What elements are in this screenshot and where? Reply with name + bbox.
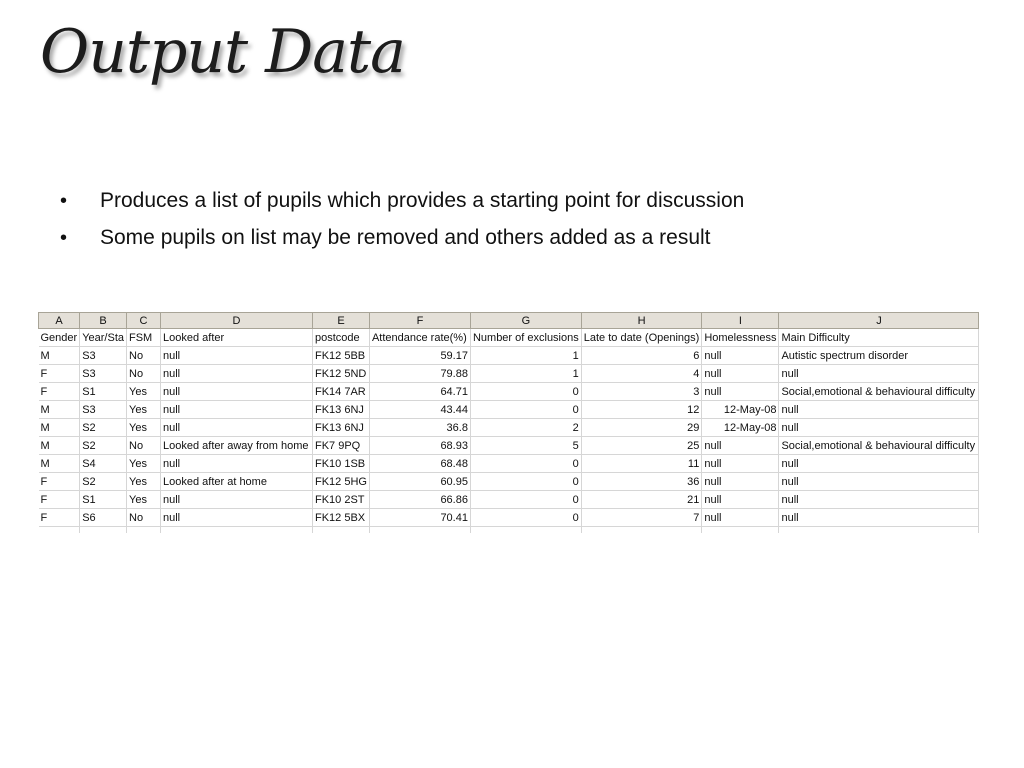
table-cell[interactable]: S3	[80, 401, 127, 419]
table-cell[interactable]: M	[39, 437, 80, 455]
table-cell[interactable]: M	[39, 401, 80, 419]
empty-cell[interactable]	[80, 527, 127, 534]
column-letter-row	[39, 313, 979, 329]
table-cell[interactable]: F	[39, 365, 80, 383]
table-cell[interactable]: 60.95	[369, 473, 470, 491]
empty-cell[interactable]	[313, 527, 370, 534]
table-cell[interactable]: 4	[581, 365, 702, 383]
table-cell[interactable]: 3	[581, 383, 702, 401]
table-cell[interactable]: 64.71	[369, 383, 470, 401]
table-row	[39, 509, 979, 527]
bullet-list	[60, 186, 1000, 260]
table-cell[interactable]: FK12 5BB	[313, 347, 370, 365]
table-cell[interactable]: Yes	[127, 383, 161, 401]
table-cell[interactable]: 36	[581, 473, 702, 491]
table-cell[interactable]: Yes	[127, 491, 161, 509]
table-cell[interactable]: F	[39, 473, 80, 491]
header-cell[interactable]: Looked after	[161, 329, 313, 347]
empty-cell[interactable]	[470, 527, 581, 534]
table-cell[interactable]: 1	[470, 365, 581, 383]
table-cell[interactable]: null	[161, 383, 313, 401]
table-cell[interactable]: 68.93	[369, 437, 470, 455]
column-letter-header[interactable]: D	[161, 313, 313, 329]
table-cell[interactable]: 6	[581, 347, 702, 365]
column-letter-header[interactable]: F	[369, 313, 470, 329]
table-cell[interactable]: 43.44	[369, 401, 470, 419]
table-cell[interactable]: No	[127, 347, 161, 365]
table-cell[interactable]: null	[702, 347, 779, 365]
bullet-item	[60, 223, 1000, 253]
header-cell[interactable]: FSM	[127, 329, 161, 347]
table-cell[interactable]: 0	[470, 401, 581, 419]
table-cell[interactable]: FK12 5ND	[313, 365, 370, 383]
table-cell[interactable]: No	[127, 509, 161, 527]
table-cell[interactable]: 12-May-08	[702, 419, 779, 437]
table-row	[39, 455, 979, 473]
table-cell[interactable]: 5	[470, 437, 581, 455]
header-cell[interactable]: Late to date (Openings)	[581, 329, 702, 347]
table-cell[interactable]: 11	[581, 455, 702, 473]
table-cell[interactable]: F	[39, 383, 80, 401]
header-cell[interactable]: Attendance rate(%)	[369, 329, 470, 347]
header-cell[interactable]: postcode	[313, 329, 370, 347]
slide-title: Output Data	[40, 17, 405, 87]
table-cell[interactable]: S3	[80, 347, 127, 365]
table-cell[interactable]: null	[161, 491, 313, 509]
table-cell[interactable]: null	[779, 509, 979, 527]
table-cell[interactable]: 66.86	[369, 491, 470, 509]
table-cell[interactable]: null	[779, 473, 979, 491]
table-cell[interactable]: S3	[80, 365, 127, 383]
table-row	[39, 419, 979, 437]
table-cell[interactable]: null	[702, 383, 779, 401]
table-cell[interactable]: S2	[80, 419, 127, 437]
table-row	[39, 491, 979, 509]
table-cell[interactable]: 0	[470, 491, 581, 509]
table-cell[interactable]: FK10 2ST	[313, 491, 370, 509]
table-cell[interactable]: null	[702, 491, 779, 509]
table-cell[interactable]: Yes	[127, 419, 161, 437]
table-cell[interactable]: S4	[80, 455, 127, 473]
table-cell[interactable]: 59.17	[369, 347, 470, 365]
table-cell[interactable]: FK10 1SB	[313, 455, 370, 473]
table-cell[interactable]: null	[161, 347, 313, 365]
table-cell[interactable]: null	[161, 455, 313, 473]
table-cell[interactable]: FK13 6NJ	[313, 401, 370, 419]
table-row	[39, 401, 979, 419]
table-row	[39, 365, 979, 383]
table-cell[interactable]: 7	[581, 509, 702, 527]
table-cell[interactable]: null	[779, 365, 979, 383]
empty-cell[interactable]	[369, 527, 470, 534]
bullet-text: Some pupils on list may be removed and others added as a result	[100, 226, 711, 249]
table-cell[interactable]: S2	[80, 473, 127, 491]
table-cell[interactable]: S6	[80, 509, 127, 527]
table-cell[interactable]: S1	[80, 491, 127, 509]
table-cell[interactable]: null	[161, 419, 313, 437]
table-cell[interactable]: Social,emotional & behavioural difficulty	[779, 437, 979, 455]
table-cell[interactable]: No	[127, 365, 161, 383]
table-cell[interactable]: 0	[470, 455, 581, 473]
table-cell[interactable]: 70.41	[369, 509, 470, 527]
empty-cell[interactable]	[127, 527, 161, 534]
table-cell[interactable]: 1	[470, 347, 581, 365]
column-letter-header[interactable]: G	[470, 313, 581, 329]
table-cell[interactable]: FK12 5BX	[313, 509, 370, 527]
table-cell[interactable]: null	[161, 401, 313, 419]
column-letter-header[interactable]: I	[702, 313, 779, 329]
empty-row	[39, 527, 979, 534]
table-cell[interactable]: Autistic spectrum disorder	[779, 347, 979, 365]
table-cell[interactable]: Looked after away from home	[161, 437, 313, 455]
table-cell[interactable]: Yes	[127, 473, 161, 491]
table-cell[interactable]: 12	[581, 401, 702, 419]
table-cell[interactable]: 2	[470, 419, 581, 437]
bullet-text: Produces a list of pupils which provides a starting point for discussion	[100, 189, 745, 212]
column-letter-header[interactable]: C	[127, 313, 161, 329]
table-cell[interactable]: FK13 6NJ	[313, 419, 370, 437]
table-cell[interactable]: M	[39, 455, 80, 473]
table-cell[interactable]: Looked after at home	[161, 473, 313, 491]
table-cell[interactable]: S1	[80, 383, 127, 401]
table-cell[interactable]: Yes	[127, 401, 161, 419]
column-letter-header[interactable]: J	[779, 313, 979, 329]
header-row	[39, 329, 979, 347]
empty-cell[interactable]	[581, 527, 702, 534]
table-cell[interactable]: 12-May-08	[702, 401, 779, 419]
header-cell[interactable]: Main Difficulty	[779, 329, 979, 347]
table-cell[interactable]: 36.8	[369, 419, 470, 437]
spreadsheet-table	[38, 312, 979, 533]
table-cell[interactable]: null	[702, 455, 779, 473]
header-cell[interactable]: Gender	[39, 329, 80, 347]
table-cell[interactable]: null	[779, 419, 979, 437]
table-cell[interactable]: S2	[80, 437, 127, 455]
table-row	[39, 473, 979, 491]
bullet-glyph: •	[60, 227, 68, 249]
table-cell[interactable]: Yes	[127, 455, 161, 473]
table-cell[interactable]: 0	[470, 473, 581, 491]
table-cell[interactable]: null	[161, 509, 313, 527]
table-cell[interactable]: 0	[470, 509, 581, 527]
column-letter-header[interactable]: B	[80, 313, 127, 329]
table-cell[interactable]: F	[39, 509, 80, 527]
column-letter-header[interactable]: A	[39, 313, 80, 329]
table-cell[interactable]: No	[127, 437, 161, 455]
table-cell[interactable]: F	[39, 491, 80, 509]
table-cell[interactable]: 25	[581, 437, 702, 455]
table-cell[interactable]: 21	[581, 491, 702, 509]
table-cell[interactable]: null	[779, 401, 979, 419]
table-row	[39, 437, 979, 455]
table-cell[interactable]: null	[161, 365, 313, 383]
bullet-item	[60, 186, 1000, 216]
table-cell[interactable]: 0	[470, 383, 581, 401]
table-cell[interactable]: Social,emotional & behavioural difficulty	[779, 383, 979, 401]
empty-cell[interactable]	[39, 527, 80, 534]
empty-cell[interactable]	[161, 527, 313, 534]
header-cell[interactable]: Homelessness	[702, 329, 779, 347]
header-cell[interactable]: Number of exclusions	[470, 329, 581, 347]
table-cell[interactable]: FK14 7AR	[313, 383, 370, 401]
table-cell[interactable]: M	[39, 347, 80, 365]
table-cell[interactable]: 29	[581, 419, 702, 437]
bullet-glyph: •	[60, 190, 68, 212]
column-letter-header[interactable]: H	[581, 313, 702, 329]
table-cell[interactable]: null	[702, 365, 779, 383]
header-cell[interactable]: Year/Sta	[80, 329, 127, 347]
table-cell[interactable]: FK7 9PQ	[313, 437, 370, 455]
table-cell[interactable]: FK12 5HG	[313, 473, 370, 491]
table-cell[interactable]: null	[702, 473, 779, 491]
table-cell[interactable]: null	[779, 491, 979, 509]
table-cell[interactable]: 68.48	[369, 455, 470, 473]
table-cell[interactable]: M	[39, 419, 80, 437]
column-letter-header[interactable]: E	[313, 313, 370, 329]
empty-cell[interactable]	[779, 527, 979, 534]
table-row	[39, 383, 979, 401]
table-cell[interactable]: 79.88	[369, 365, 470, 383]
empty-cell[interactable]	[702, 527, 779, 534]
table-cell[interactable]: null	[702, 509, 779, 527]
table-cell[interactable]: null	[779, 455, 979, 473]
table-cell[interactable]: null	[702, 437, 779, 455]
table-row	[39, 347, 979, 365]
